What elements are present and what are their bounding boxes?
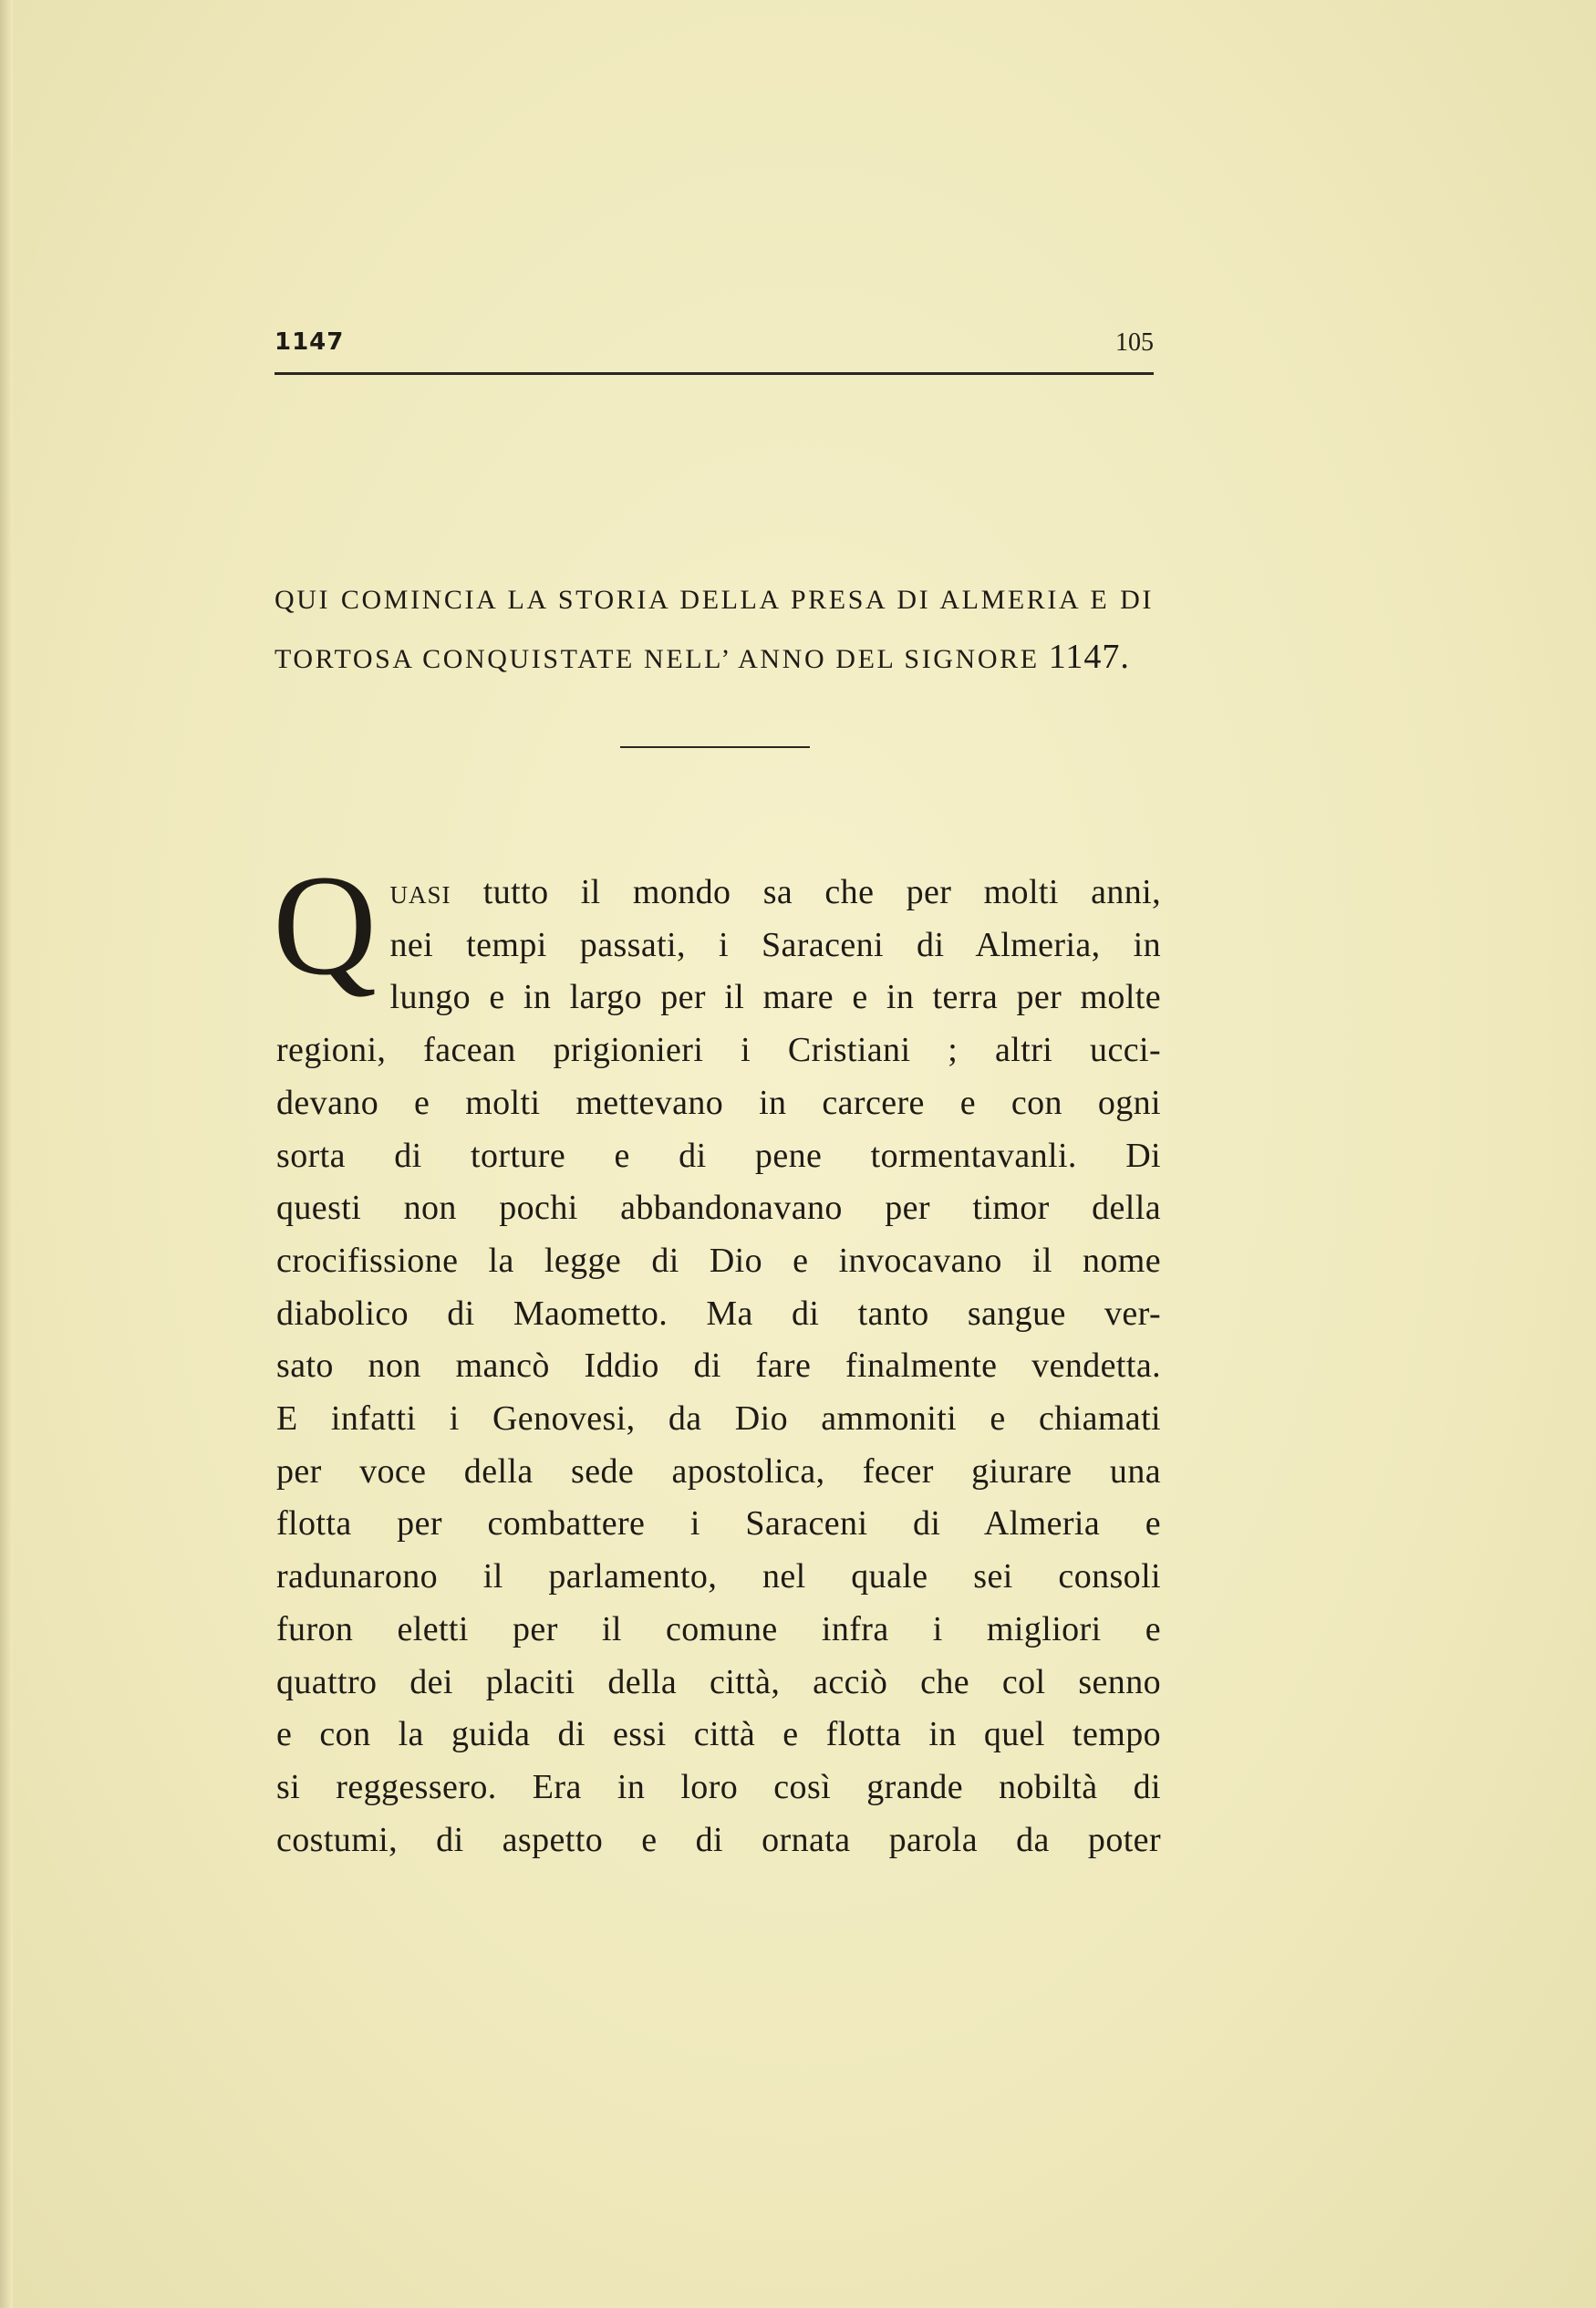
body-line: e con la guida di essi città e flotta in quel tempo bbox=[276, 1715, 1161, 1754]
body-line: diabolico di Maometto. Ma di tanto sangue ver- bbox=[276, 1294, 1161, 1333]
running-head-year: 1147 bbox=[275, 328, 345, 356]
header-rule bbox=[275, 372, 1154, 375]
body-line: questi non pochi abbandonavano per timor della bbox=[276, 1189, 1161, 1228]
section-divider bbox=[620, 746, 810, 748]
body-line: uasi tutto il mondo sa che per molti anni, bbox=[389, 873, 1161, 911]
chapter-heading-year: 1147. bbox=[1048, 638, 1130, 676]
chapter-heading-text: QUI COMINCIA LA STORIA DELLA PRESA DI ALMERIA E DI TORTOSA CONQUISTATE NELL’ ANNO DEL SIGNORE bbox=[275, 585, 1154, 674]
body-line: quattro dei placiti della città, acciò che col senno bbox=[276, 1662, 1161, 1701]
body-line: E infatti i Genovesi, da Dio ammoniti e chiamati bbox=[276, 1399, 1161, 1439]
running-head bbox=[275, 328, 1154, 374]
body-line: per voce della sede apostolica, fecer giurare una bbox=[276, 1451, 1161, 1491]
body-line: crocifissione la legge di Dio e invocavano il nome bbox=[276, 1241, 1161, 1280]
body-line: flotta per combattere i Saraceni di Almeria e bbox=[276, 1504, 1161, 1544]
body-line: radunarono il parlamento, nel quale sei consoli bbox=[276, 1557, 1161, 1596]
drop-cap: Q bbox=[273, 846, 378, 1005]
first-word-rest: uasi bbox=[389, 873, 451, 911]
body-line: sorta di torture e di pene tormentavanli. Di bbox=[276, 1136, 1161, 1175]
chapter-heading bbox=[275, 571, 1154, 688]
body-line: regioni, facean prigionieri i Cristiani ; altri ucci- bbox=[276, 1031, 1161, 1070]
body-line: si reggessero. Era in loro così grande nobiltà di bbox=[276, 1767, 1161, 1806]
body-line: sato non mancò Iddio di fare finalmente vendetta. bbox=[276, 1346, 1161, 1386]
page-number: 105 bbox=[1115, 328, 1154, 357]
body-paragraph bbox=[273, 846, 1161, 1866]
page-left-edge bbox=[0, 0, 13, 2308]
body-line: devano e molti mettevano in carcere e con ogni bbox=[276, 1083, 1161, 1122]
body-line: lungo e in largo per il mare e in terra per molte bbox=[389, 978, 1161, 1017]
body-line: nei tempi passati, i Saraceni di Almeria, in bbox=[389, 925, 1161, 964]
body-line: furon eletti per il comune infra i migliori e bbox=[276, 1609, 1161, 1648]
body-line: costumi, di aspetto e di ornata parola da poter bbox=[276, 1820, 1161, 1859]
